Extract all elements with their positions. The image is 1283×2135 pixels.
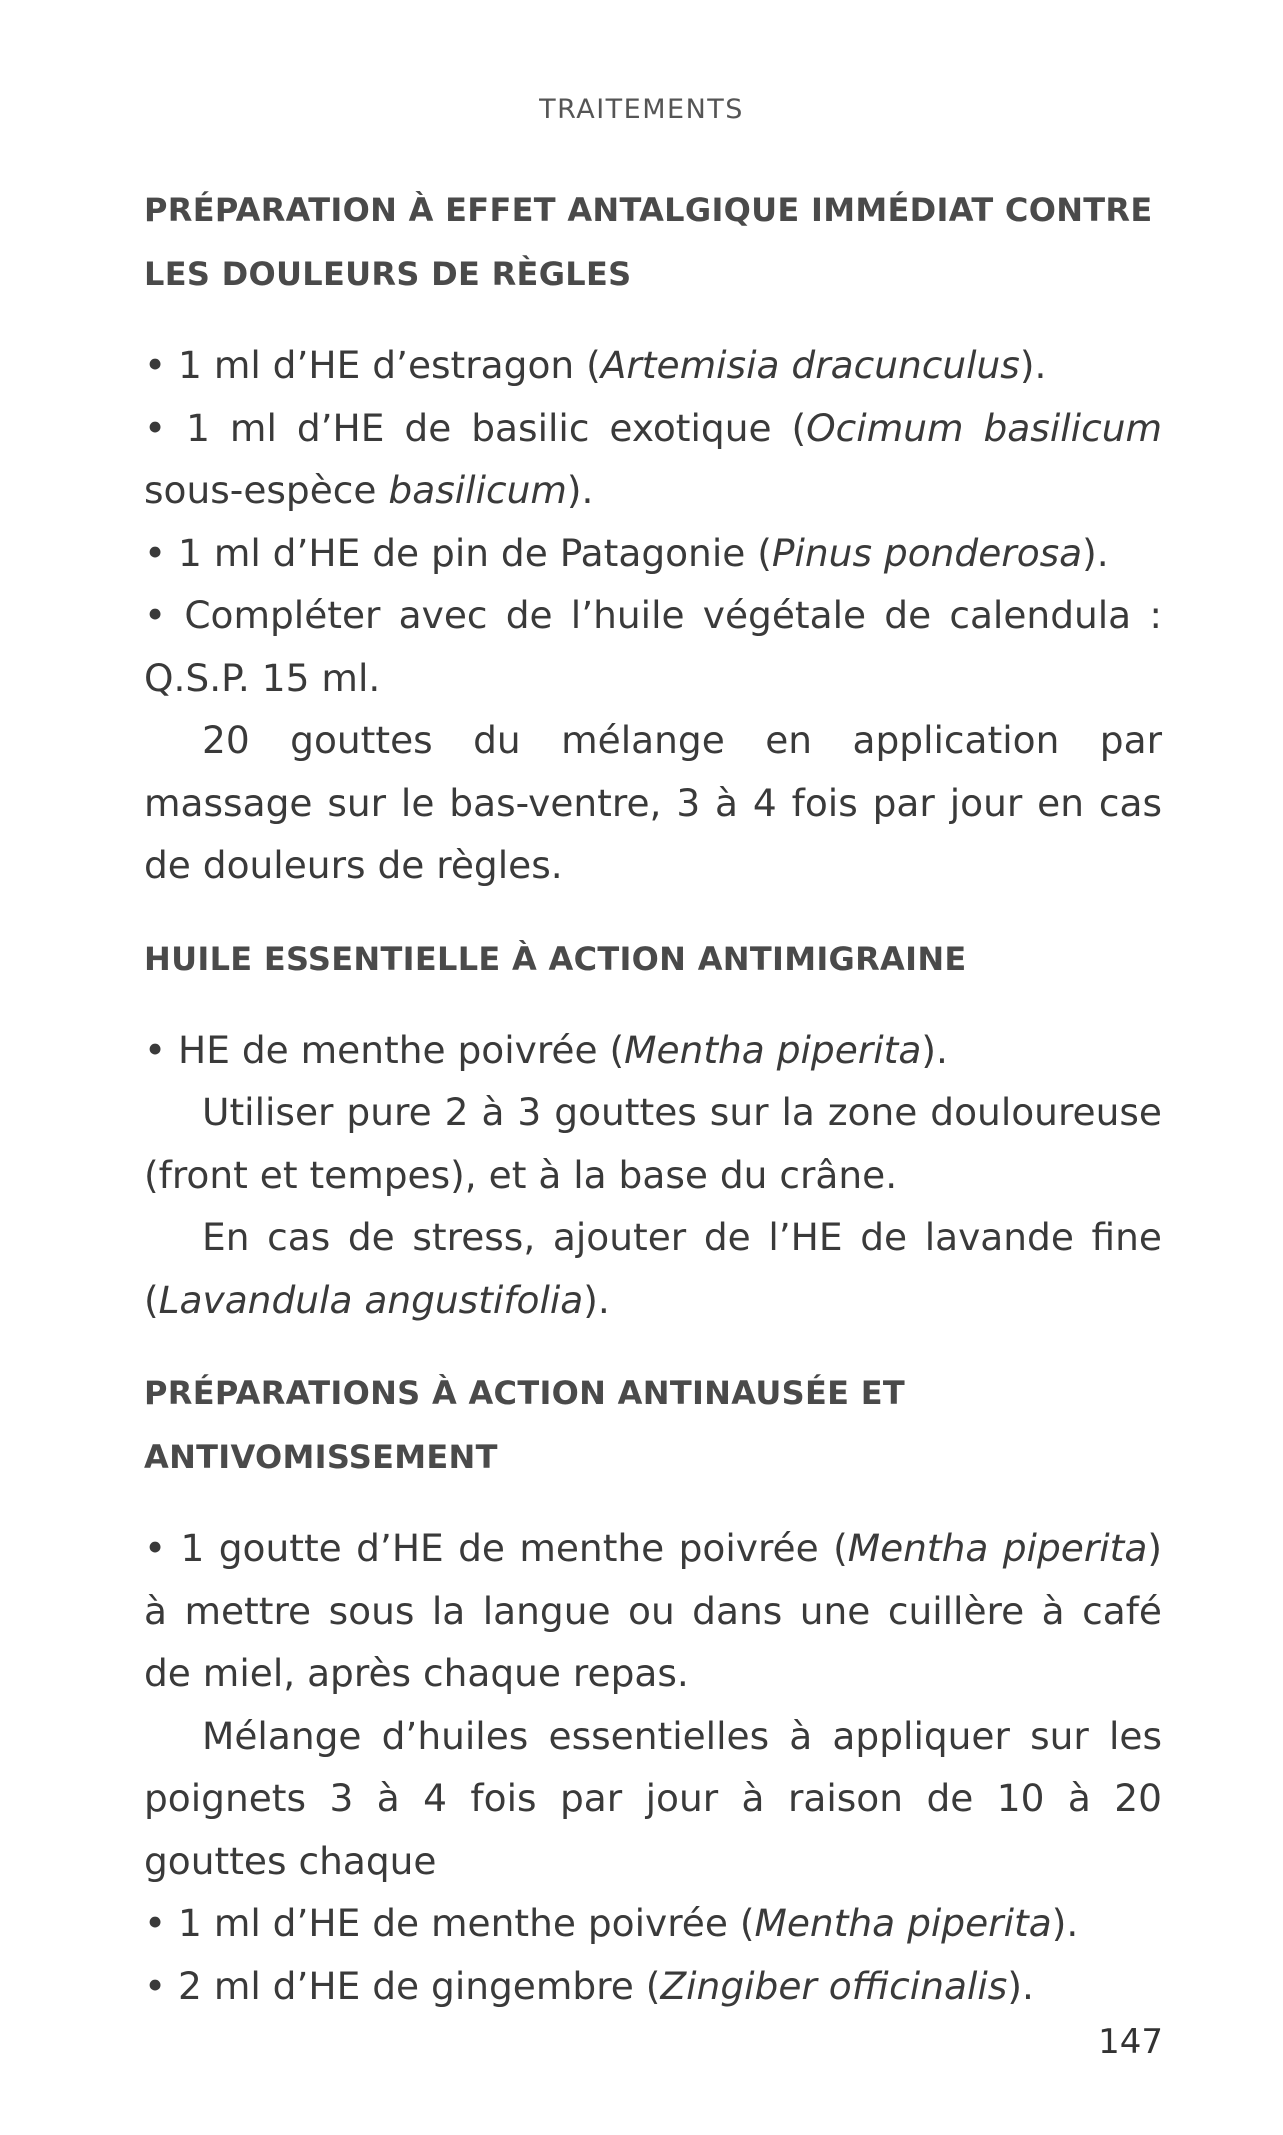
- latin-name: Artemisia dracunculus: [600, 343, 1020, 387]
- bullet-item: [144, 1955, 1162, 2018]
- text-run: • HE de menthe poivrée (: [144, 1027, 625, 1072]
- text-run: Mélange d’huiles essentielles à appliquer sur les poignets 3 à 4 fois par jour à raison de 10 à 20 gouttes chaque: [144, 1713, 1162, 1883]
- latin-name: Mentha piperita: [754, 1901, 1052, 1945]
- text-run: sous-espèce: [144, 468, 389, 512]
- bullet-item: [144, 522, 1162, 585]
- latin-name: Zingiber officinalis: [660, 1963, 1008, 2008]
- section-antimigraine: [144, 927, 1162, 1332]
- page-content: [144, 178, 1162, 2047]
- body-paragraph: [144, 1705, 1162, 1893]
- text-run: ).: [583, 1277, 610, 1322]
- bullet-item: [144, 1019, 1162, 1082]
- text-run: ) à mettre sous la langue ou dans une cuillère à café de miel, après chaque repas.: [144, 1526, 1162, 1695]
- latin-name: Mentha piperita: [624, 1027, 922, 1072]
- text-run: ).: [1019, 343, 1047, 387]
- section-antinausee: [144, 1361, 1162, 2017]
- latin-name: Lavandula angustifolia: [158, 1277, 584, 1322]
- section-body: [144, 1517, 1162, 2017]
- text-run: • 1 ml d’HE d’estragon (: [144, 343, 601, 387]
- text-run: ).: [1051, 1901, 1079, 1945]
- bullet-item: [144, 397, 1162, 522]
- text-run: • 1 ml d’HE de basilic exotique (: [144, 405, 807, 450]
- text-run: En cas de stress, ajouter de l’HE de lavande fine (: [144, 1215, 1162, 1322]
- section-body: [144, 1019, 1162, 1332]
- text-run: • Compléter avec de l’huile végétale de calendula : Q.S.P. 15 ml.: [144, 593, 1162, 700]
- text-run: 20 gouttes du mélange en application par massage sur le bas-ventre, 3 à 4 fois par jour en cas de douleurs de règles.: [144, 718, 1162, 887]
- latin-name: basilicum: [388, 468, 567, 512]
- bullet-item: [144, 1892, 1162, 1955]
- bullet-item: [144, 1517, 1162, 1705]
- latin-name: Mentha piperita: [847, 1526, 1148, 1570]
- text-run: • 1 ml d’HE de pin de Patagonie (: [144, 530, 772, 575]
- body-paragraph: [144, 1206, 1162, 1331]
- text-run: ).: [1082, 530, 1109, 575]
- section-antalgique: [144, 178, 1162, 897]
- body-paragraph: [144, 709, 1162, 897]
- bullet-item: [144, 584, 1162, 709]
- text-run: • 2 ml d’HE de gingembre (: [144, 1963, 661, 2008]
- section-heading: PRÉPARATION À EFFET ANTALGIQUE IMMÉDIAT CONTRE LES DOULEURS DE RÈGLES: [144, 191, 1153, 293]
- section-body: [144, 334, 1162, 897]
- bullet-item: [144, 334, 1162, 397]
- running-head: TRAITEMENTS: [539, 94, 744, 125]
- text-run: ).: [566, 468, 594, 512]
- text-run: ).: [1007, 1963, 1034, 2008]
- text-run: ).: [921, 1027, 948, 1072]
- text-run: • 1 goutte d’HE de menthe poivrée (: [144, 1526, 848, 1570]
- latin-name: Pinus ponderosa: [771, 530, 1083, 575]
- section-heading: PRÉPARATIONS À ACTION ANTINAUSÉE ET ANTIVOMISSEMENT: [144, 1374, 905, 1476]
- text-run: • 1 ml d’HE de menthe poivrée (: [144, 1901, 755, 1945]
- section-heading: HUILE ESSENTIELLE À ACTION ANTIMIGRAINE: [144, 939, 967, 978]
- text-run: Utiliser pure 2 à 3 gouttes sur la zone douloureuse (front et tempes), et à la base du crâne.: [144, 1090, 1162, 1197]
- page-number: 147: [1098, 2022, 1163, 2062]
- body-paragraph: [144, 1081, 1162, 1206]
- latin-name: Ocimum basilicum: [806, 405, 1162, 450]
